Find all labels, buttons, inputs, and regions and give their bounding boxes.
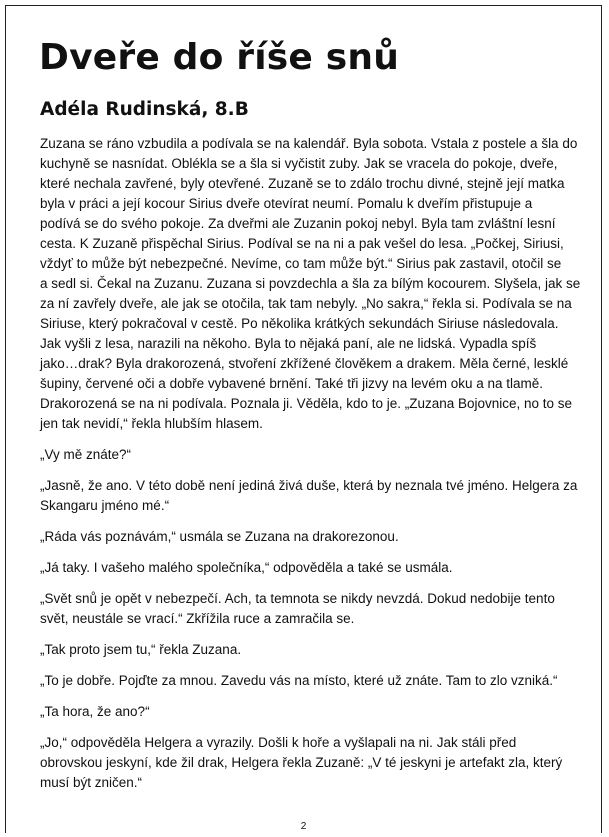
text-line: vždyť to může být nebezpečné. Nevíme, co tam může být.“ Sirius pak zastavil, otočil se (40, 256, 562, 271)
document-page (5, 5, 602, 833)
text-line: cesta. K Zuzaně přispěchal Sirius. Podíval se na ni a pak vešel do lesa. „Počkej, Siriusi, (40, 236, 564, 251)
text-line: podívá se do svého pokoje. Za dveřmi ale Zuzanin pokoj nebyl. Byla tam zvláštní lesní (40, 216, 556, 231)
paragraph (40, 527, 588, 547)
text-line: za ní zavřely dveře, ale jak se otočila, tak tam nebyly. „No sakra,“ řekla si. Podívala se na (40, 296, 572, 311)
paragraph (40, 589, 588, 629)
text-line: které nechala zavřené, byly otevřené. Zuzaně se to zdálo trochu divné, stejně její matka (40, 176, 565, 191)
text-line: „Ta hora, že ano?“ (40, 704, 150, 719)
page-number: 2 (300, 821, 307, 832)
text-line: kuchyně se nasnídat. Oblékla se a šla si vyčistit zuby. Jak se vracela do pokoje, dveře, (40, 156, 558, 171)
text-line: „Jasně, že ano. V této době není jediná živá duše, která by neznala tvé jméno. Helgera za (40, 478, 578, 493)
document-title: Dveře do říše snů (39, 37, 400, 78)
text-line: šupiny, červené oči a dobře vybavené brnění. Také tři jizvy na levém oku a na tlamě. (40, 376, 544, 391)
story-body (40, 134, 588, 804)
paragraph (40, 134, 588, 434)
paragraph (40, 702, 588, 722)
text-line: a sedl si. Čekal na Zuzanu. Zuzana si povzdechla a šla za bílým kocourem. Slyšela, jak se (40, 276, 581, 291)
text-line: Drakorozená se na ni podívala. Poznala ji. Věděla, kdo to je. „Zuzana Bojovnice, no to se (40, 396, 573, 411)
text-line: Siriuse, který pokračoval v cestě. Po několika krátkých sekundách Siriuse následovala. (40, 316, 559, 331)
paragraph (40, 476, 588, 516)
paragraph (40, 558, 588, 578)
text-line: Skangaru jméno mé.“ (40, 498, 170, 513)
text-line: Jak vyšli z lesa, narazili na někoho. Byla to nějaká paní, ale ne lidská. Vypadla spíš (40, 336, 537, 351)
text-line: „Jo,“ odpověděla Helgera a vyrazily. Došli k hoře a vyšlapali na ni. Jak stáli před (40, 735, 517, 750)
text-line: jen tak nevidí,“ řekla hlubším hlasem. (40, 416, 263, 431)
author-line: Adéla Rudinská, 8.B (40, 99, 249, 120)
text-line: „Já taky. I vašeho malého společníka,“ odpověděla a také se usmála. (40, 560, 453, 575)
text-line: „Svět snů je opět v nebezpečí. Ach, ta temnota se nikdy nevzdá. Dokud nedobije tento (40, 591, 555, 606)
text-line: byla v práci a její kocour Sirius dveře otevírat neumí. Pomalu k dveřím přistupuje a (40, 196, 533, 211)
paragraph (40, 445, 588, 465)
text-line: „Vy mě znáte?“ (40, 447, 132, 462)
paragraph (40, 640, 588, 660)
paragraph (40, 671, 588, 691)
text-line: „Tak proto jsem tu,“ řekla Zuzana. (40, 642, 242, 657)
text-line: Zuzana se ráno vzbudila a podívala se na kalendář. Byla sobota. Vstala z postele a šla do (40, 136, 578, 151)
text-line: jako…drak? Byla drakorozená, stvoření zkřížené člověkem a drakem. Měla černé, lesklé (40, 356, 569, 371)
paragraph (40, 733, 588, 793)
text-line: obrovskou jeskyní, kde žil drak, Helgera řekla Zuzaně: „V té jeskyni je artefakt zla, který (40, 755, 563, 770)
text-line: „To je dobře. Pojďte za mnou. Zavedu vás na místo, které už znáte. Tam to zlo vzniká.“ (40, 673, 558, 688)
text-line: „Ráda vás poznávám,“ usmála se Zuzana na drakorezonou. (40, 529, 399, 544)
text-line: musí být zničen.“ (40, 775, 143, 790)
text-line: svět, neustále se vrací.“ Zkřížila ruce a zamračila se. (40, 611, 355, 626)
